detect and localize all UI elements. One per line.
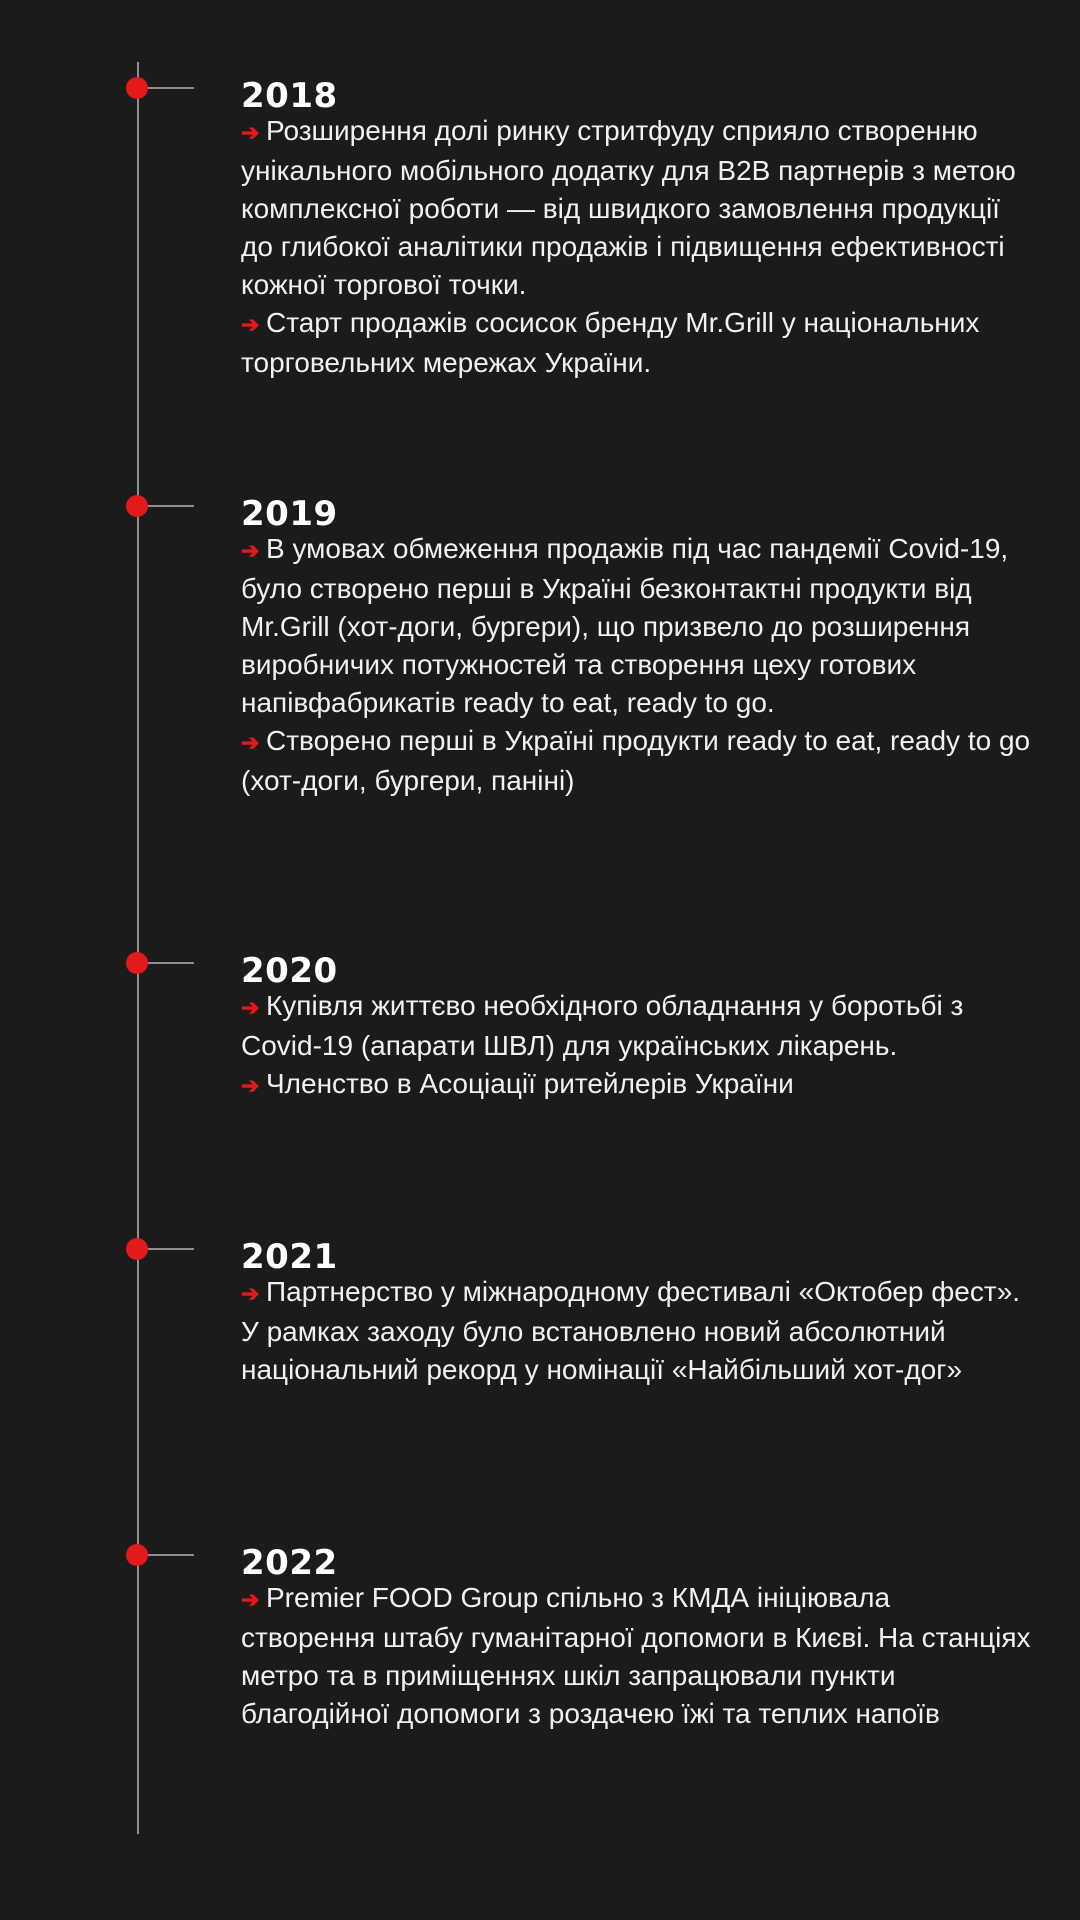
bullet-text: В умовах обмеження продажів під час пандемії Covid-19, було створено перші в Україні безконтактні продукти від Mr.Grill (хот-доги, бургери), що призвело до розширення виробничих потужностей та створення цеху готових напівфабрикатів ready to eat, ready to go. [241, 533, 1009, 718]
list-item [241, 112, 1031, 304]
timeline-tick [148, 505, 194, 507]
arrow-right-icon: ➔ [241, 312, 260, 337]
bullet-text: Створено перші в Україні продукти ready to eat, ready to go (хот-доги, бургери, паніні) [241, 725, 1031, 796]
bullet-text: Старт продажів сосисок бренду Mr.Grill у національних торговельних мережах України. [241, 307, 980, 378]
timeline-dot-icon [126, 1544, 148, 1566]
bullet-list [241, 112, 1031, 382]
bullet-list [241, 1273, 1031, 1389]
bullet-text: Premier FOOD Group спільно з КМДА ініціювала створення штабу гуманітарної допомоги в Києві. На станціях метро та в приміщеннях шкіл запрацювали пункти благодійної допомоги з роздачею їжі та теплих напоїв [241, 1582, 1031, 1729]
year-heading: 2019 [241, 494, 338, 534]
year-heading: 2021 [241, 1237, 338, 1277]
timeline-dot-icon [126, 952, 148, 974]
arrow-right-icon: ➔ [241, 538, 260, 563]
bullet-list [241, 1579, 1031, 1733]
timeline-tick [148, 1248, 194, 1250]
list-item [241, 1065, 1031, 1105]
list-item [241, 1579, 1031, 1733]
year-heading: 2020 [241, 951, 338, 991]
bullet-text: Купівля життєво необхідного обладнання у боротьбі з Covid-19 (апарати ШВЛ) для українських лікарень. [241, 990, 964, 1061]
timeline-tick [148, 87, 194, 89]
arrow-right-icon: ➔ [241, 995, 260, 1020]
list-item [241, 1273, 1031, 1389]
arrow-right-icon: ➔ [241, 1073, 260, 1098]
arrow-right-icon: ➔ [241, 1281, 260, 1306]
arrow-right-icon: ➔ [241, 120, 260, 145]
list-item [241, 530, 1031, 722]
year-heading: 2018 [241, 76, 338, 116]
timeline-dot-icon [126, 1238, 148, 1260]
timeline-line [137, 62, 139, 1834]
arrow-right-icon: ➔ [241, 730, 260, 755]
list-item [241, 987, 1031, 1065]
bullet-list [241, 530, 1031, 800]
timeline-tick [148, 1554, 194, 1556]
bullet-text: Членство в Асоціації ритейлерів України [266, 1068, 794, 1099]
list-item [241, 722, 1031, 800]
year-heading: 2022 [241, 1543, 338, 1583]
bullet-list [241, 987, 1031, 1105]
bullet-text: Партнерство у міжнародному фестивалі «Октобер фест». У рамках заходу було встановлено новий абсолютний національний рекорд у номінації «Найбільший хот-дог» [241, 1276, 1021, 1385]
timeline-tick [148, 962, 194, 964]
timeline-dot-icon [126, 495, 148, 517]
arrow-right-icon: ➔ [241, 1587, 260, 1612]
timeline-dot-icon [126, 77, 148, 99]
bullet-text: Розширення долі ринку стритфуду сприяло створенню унікального мобільного додатку для B2B партнерів з метою комплексної роботи — від швидкого замовлення продукції до глибокої аналітики продажів і підвищення ефективності кожної торгової точки. [241, 115, 1016, 300]
list-item [241, 304, 1031, 382]
